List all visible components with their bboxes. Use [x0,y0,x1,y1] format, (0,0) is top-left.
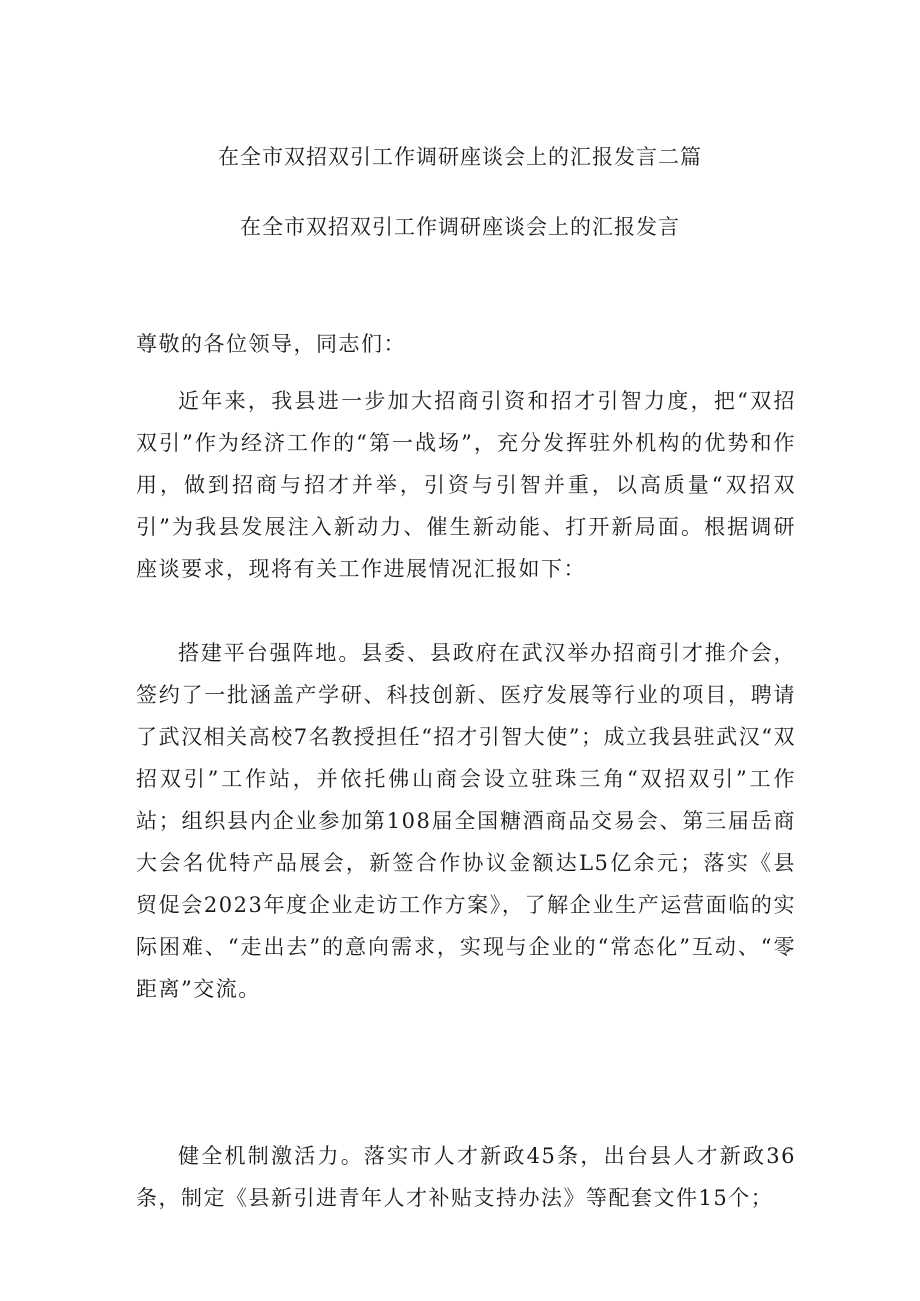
paragraph-intro: 近年来，我县进一步加大招商引资和招才引智力度，把“双招双引”作为经济工作的“第一战场”，充分发挥驻外机构的优势和作用，做到招商与招才并举，引资与引智并重，以高质量“双招双引”为我县发展注入新动力、催生新动能、打开新局面。根据调研座谈要求，现将有关工作进展情况汇报如下： [136,389,796,581]
main-title: 在全市双招双引工作调研座谈会上的汇报发言二篇 [218,145,702,169]
paragraph-mechanism: 健全机制激活力。落实市人才新政45条，出台县人才新政36条，制定《县新引进青年人才补贴支持办法》等配套文件15个； [136,1144,796,1210]
sub-title: 在全市双招双引工作调研座谈会上的汇报发言 [240,215,680,239]
salutation: 尊敬的各位领导，同志们： [136,332,406,356]
paragraph-platform: 搭建平台强阵地。县委、县政府在武汉举办招商引才推介会，签约了一批涵盖产学研、科技创新、医疗发展等行业的项目，聘请了武汉相关高校7名教授担任“招才引智大使”；成立我县驻武汉“双招双引”工作站，并依托佛山商会设立驻珠三角“双招双引”工作站；组织县内企业参加第108届全国糖酒商品交易会、第三届岳商大会名优特产品展会，新签合作协议金额达L5亿余元；落实《县贸促会2023年度企业走访工作方案》，了解企业生产运营面临的实际困难、“走出去”的意向需求，实现与企业的“常态化”互动、“零距离”交流。 [136,641,796,1001]
